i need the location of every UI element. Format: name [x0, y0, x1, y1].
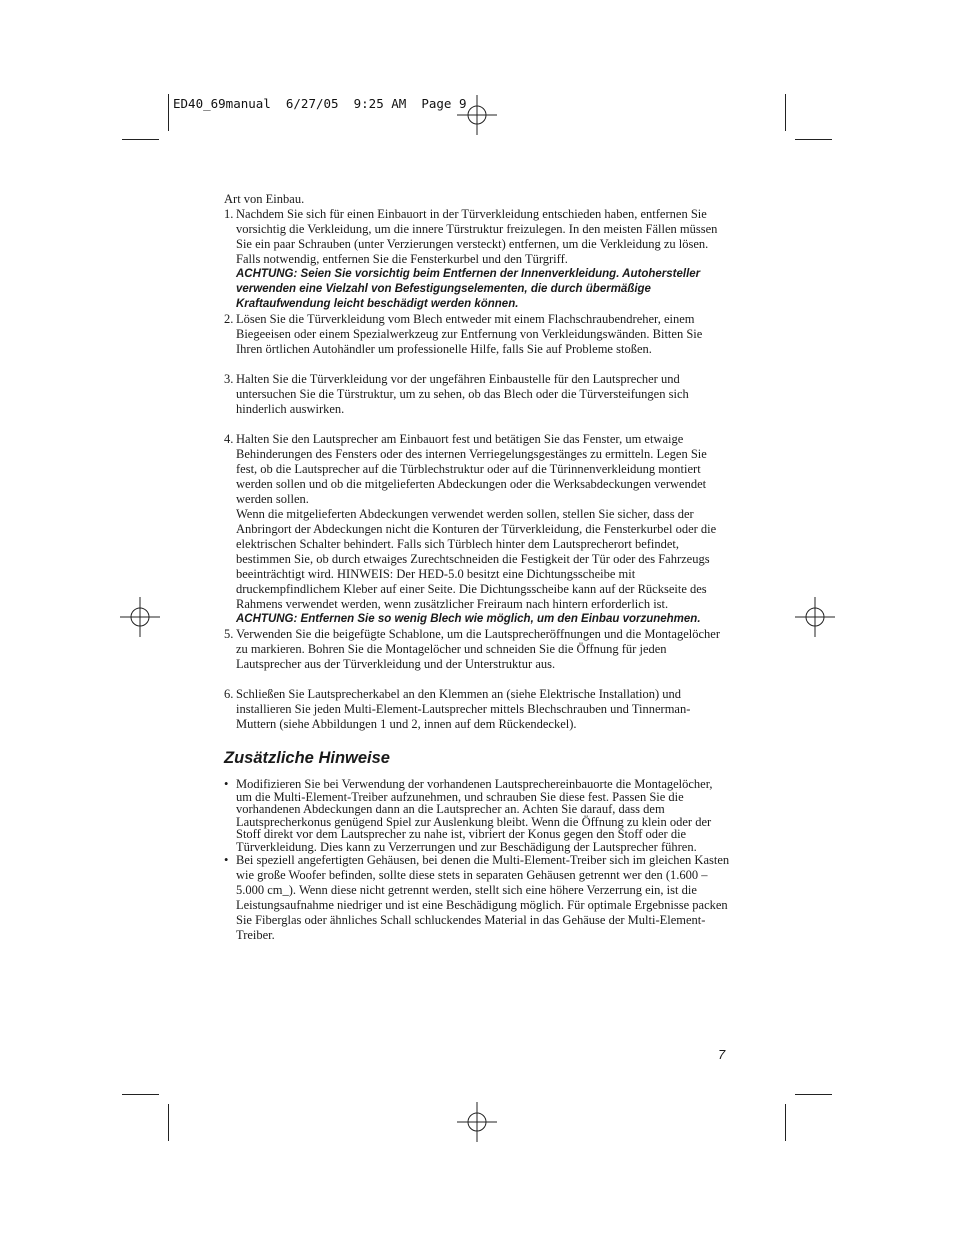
step-paragraph: Wenn die mitgelieferten Abdeckungen verwendet werden sollen, stellen Sie sicher, dass der Anbringort der Abdeckungen nicht die Konturen der Türverkleidung, die Fensterkurbel oder die elektrischen Schalter behindert. Falls sich Türblech hinter dem Lautsprecherort befindet, bestimmen Sie, ob durch etwaiges Zurechtschneiden die Festigkeit der Tür oder des Fahrzeugs beeinträchtigt wird. HINWEIS: Der HED-5.0 besitzt eine Dichtungsscheibe mit druckempfindlichem Kleber auf einer Seite. Die Dichtungsscheibe kann auf der Rückseite des Rahmens verwendet werden, wenn zusätzlicher Freiraum nach hintern erforderlich ist. — [236, 507, 717, 611]
step-number: 2. — [224, 312, 234, 326]
step-number: 4. — [224, 432, 234, 446]
crop-mark-top-left-horizontal — [122, 139, 159, 140]
crop-mark-bottom-left-vertical — [168, 1104, 169, 1141]
step-6 — [224, 687, 730, 732]
warning-text: ACHTUNG: Seien Sie vorsichtig beim Entfernen der Innenverkleidung. Autohersteller verwenden eine Vielzahl von Befestigungselementen, die durch übermäßige Kraftaufwendung leicht beschädigt werden können. — [236, 268, 701, 310]
step-2 — [224, 312, 730, 357]
crop-mark-top-left-vertical — [168, 94, 169, 131]
crop-mark-bottom-right-vertical — [785, 1104, 786, 1141]
registration-mark-left-icon — [120, 597, 160, 637]
step-3 — [224, 372, 730, 417]
registration-mark-right-icon — [795, 597, 835, 637]
bullet-symbol: • — [224, 853, 229, 867]
page-content — [224, 192, 730, 943]
crop-mark-bottom-left-horizontal — [122, 1094, 159, 1095]
step-4 — [224, 432, 730, 627]
step-5 — [224, 627, 730, 672]
step-number: 1. — [224, 207, 234, 221]
warning-text: ACHTUNG: Entfernen Sie so wenig Blech wie möglich, um den Einbau vorzunehmen. — [236, 613, 701, 625]
print-header: ED40_69manual 6/27/05 9:25 AM Page 9 — [173, 96, 467, 111]
step-text: Nachdem Sie sich für einen Einbauort in der Türverkleidung entschieden haben, entfernen Sie vorsichtig die Verkleidung, um die innere Türstruktur freizulegen. In den meisten Fällen müssen Sie ein paar Schrauben (unter Verzierungen versteckt) entfernen, um die Verkleidung zu lösen. Falls notwendig, entfernen Sie die Fensterkurbel und den Türgriff. — [236, 207, 718, 266]
step-text: Verwenden Sie die beigefügte Schablone, um die Lautsprecheröffnungen und die Montagelöcher zu markieren. Bohren Sie die Montagelöcher und schneiden Sie die Öffnung für jeden Lautsprecher aus der Türverkleidung und der Unterstruktur aus. — [236, 627, 720, 671]
step-number: 6. — [224, 687, 234, 701]
bullet-text: Bei speziell angefertigten Gehäusen, bei denen die Multi-Element-Treiber sich im gleichen Kasten wie große Woofer befinden, sollte diese stets in separaten Gehäusen getrennt wer den (1.600 – 5.000 cm_). Wenn diese nicht getrennt werden, stellt sich eine höhere Verzerrung ein, ist die Leistungsaufnahme niedriger und ist eine Beschädigung möglich. Für optimale Ergebnisse packen Sie Fiberglas oder ähnliches Schall schluckendes Material in das Gehäuse der Multi-Element-Treiber. — [236, 853, 730, 942]
step-text: Schließen Sie Lautsprecherkabel an den Klemmen an (siehe Elektrische Installation) und installieren Sie jeden Multi-Element-Lautsprecher mittels Blechschrauben und Tinnerman-Muttern (siehe Abbildungen 1 und 2, innen auf dem Rückendeckel). — [236, 687, 691, 731]
crop-mark-top-right-vertical — [785, 94, 786, 131]
bullet-symbol: • — [224, 777, 229, 791]
step-text: Halten Sie den Lautsprecher am Einbauort fest und betätigen Sie das Fenster, um etwaige Behinderungen des Fensters oder des internen Verriegelungsgestänges zu ermitteln. Legen Sie fest, ob die Lautsprecher auf die Türblechstruktur oder auf die Türinnenverkleidung montiert werden sollen und ob die mitgelieferten Abdeckungen oder die Werksabdeckungen verwendet werden sollen. — [236, 432, 707, 506]
step-1 — [224, 207, 730, 312]
intro-text: Art von Einbau. — [224, 192, 305, 206]
bullet-item — [224, 778, 730, 853]
crop-mark-top-right-horizontal — [795, 139, 832, 140]
page-number: 7 — [718, 1047, 726, 1062]
step-number: 5. — [224, 627, 234, 641]
section-heading: Zusätzliche Hinweise — [224, 749, 390, 767]
bullet-item — [224, 853, 730, 943]
step-text: Halten Sie die Türverkleidung vor der ungefähren Einbaustelle für den Lautsprecher und untersuchen Sie die Türstruktur, um zu sehen, ob das Blech oder die Türversteifungen sich hinderlich auswirken. — [236, 372, 689, 416]
crop-mark-bottom-right-horizontal — [795, 1094, 832, 1095]
step-number: 3. — [224, 372, 234, 386]
step-text: Lösen Sie die Türverkleidung vom Blech entweder mit einem Flachschraubendreher, einem Biegeeisen oder einem Spezialwerkzeug zur Entfernung von Verkleidungswänden. Bitten Sie Ihren örtlichen Autohändler um professionelle Hilfe, falls Sie auf Probleme stoßen. — [236, 312, 703, 356]
bullet-text: Modifizieren Sie bei Verwendung der vorhandenen Lautsprechereinbauorte die Montagelöcher, um die Multi-Element-Treiber aufzunehmen, und schrauben Sie diese fest. Passen Sie die vorhandenen Abdeckungen dann an die Lautsprecher an. Achten Sie darauf, dass dem Lautsprecherkonus genügend Spiel zur Auslenkung bleibt. Wenn die Öffnung zu klein oder der Stoff direkt vor dem Lautsprecher zu nahe ist, vibriert der Konus gegen den Stoff oder die Türverkleidung. Dies kann zu Verzerrungen und zur Beschädigung der Lautsprecher führen. — [236, 777, 713, 854]
registration-mark-top-icon — [457, 95, 497, 135]
registration-mark-bottom-icon — [457, 1102, 497, 1142]
